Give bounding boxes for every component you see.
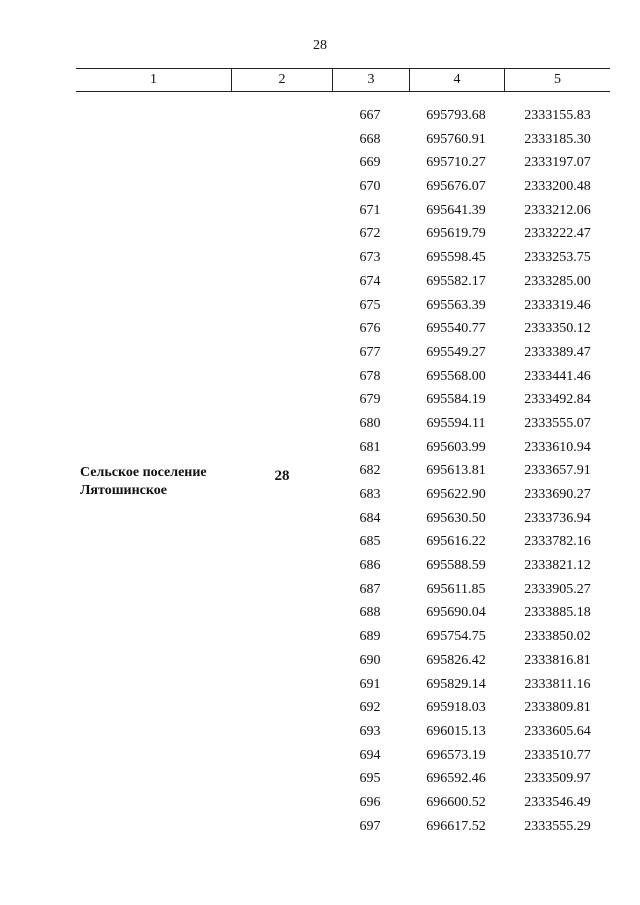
coord-y: 2333492.84 (524, 392, 591, 408)
coord-x: 696592.46 (426, 771, 486, 787)
coord-y: 2333809.81 (524, 700, 591, 716)
point-number: 686 (359, 558, 381, 574)
coord-y: 2333610.94 (524, 439, 591, 455)
point-number: 680 (359, 415, 381, 431)
coord-x: 695540.77 (426, 321, 486, 337)
coord-y: 2333546.49 (524, 794, 591, 810)
point-number: 677 (359, 344, 381, 360)
coord-y: 2333285.00 (524, 273, 591, 289)
coord-x: 695829.14 (426, 676, 486, 692)
table-row (0, 151, 640, 175)
coord-y: 2333811.16 (524, 676, 591, 692)
table-row (0, 673, 640, 697)
point-number: 693 (359, 723, 381, 739)
coord-y: 2333389.47 (524, 344, 591, 360)
coord-x: 695563.39 (426, 297, 486, 313)
table-row (0, 294, 640, 318)
coord-x: 695549.27 (426, 344, 486, 360)
point-number: 675 (359, 297, 381, 313)
coord-x: 696573.19 (426, 747, 486, 763)
coord-x: 696015.13 (426, 723, 486, 739)
coord-y: 2333212.06 (524, 202, 591, 218)
coord-x: 695613.81 (426, 463, 486, 479)
coord-x: 695568.00 (426, 368, 486, 384)
table-row (0, 530, 640, 554)
table-row (0, 104, 640, 128)
coord-y: 2333657.91 (524, 463, 591, 479)
table-row (0, 128, 640, 152)
coord-y: 2333509.97 (524, 771, 591, 787)
point-number: 689 (359, 629, 381, 645)
table-row (0, 175, 640, 199)
coord-x: 695616.22 (426, 534, 486, 550)
settlement-name-line2: Лятошинское (80, 483, 167, 498)
table-row (0, 246, 640, 270)
coord-x: 695594.11 (426, 415, 486, 431)
coord-x: 695598.45 (426, 250, 486, 266)
table-row (0, 649, 640, 673)
point-number: 682 (359, 463, 381, 479)
point-number: 685 (359, 534, 381, 550)
settlement-count: 28 (274, 468, 290, 484)
coord-x: 696617.52 (426, 818, 486, 834)
point-number: 670 (359, 179, 381, 195)
header-col-5: 5 (504, 69, 610, 91)
coord-x: 695690.04 (426, 605, 486, 621)
coord-y: 2333736.94 (524, 510, 591, 526)
coord-y: 2333155.83 (524, 108, 591, 123)
point-number: 672 (359, 226, 381, 242)
table-row (0, 483, 640, 507)
table-row (0, 815, 640, 839)
coord-y: 2333185.30 (524, 131, 591, 147)
coord-x: 695588.59 (426, 558, 486, 574)
table-row (0, 578, 640, 602)
table-header (76, 68, 610, 92)
table-row (0, 459, 640, 483)
point-number: 681 (359, 439, 381, 455)
coord-y: 2333782.16 (524, 534, 591, 550)
coord-x: 695584.19 (426, 392, 486, 408)
coord-y: 2333197.07 (524, 155, 591, 171)
table-row (0, 317, 640, 341)
header-col-3: 3 (332, 69, 409, 91)
table-row (0, 199, 640, 223)
coordinates-table-body (0, 104, 640, 838)
settlement-name-line1: Сельское поселение (80, 465, 207, 480)
point-number: 667 (359, 108, 381, 123)
table-row (0, 720, 640, 744)
point-number: 668 (359, 131, 381, 147)
coord-y: 2333510.77 (524, 747, 591, 763)
header-col-1: 1 (150, 72, 157, 87)
point-number: 679 (359, 392, 381, 408)
table-row (0, 767, 640, 791)
coord-y: 2333253.75 (524, 250, 591, 266)
point-number: 684 (359, 510, 381, 526)
table-row (0, 554, 640, 578)
table-row (0, 365, 640, 389)
coord-x: 695622.90 (426, 487, 486, 502)
coord-x: 696600.52 (426, 794, 486, 810)
point-number: 697 (359, 818, 381, 834)
point-number: 688 (359, 605, 381, 621)
coord-y: 2333222.47 (524, 226, 591, 242)
page-number: 28 (313, 38, 327, 53)
coord-x: 695676.07 (426, 179, 486, 195)
table-row (0, 696, 640, 720)
point-number: 687 (359, 581, 381, 597)
point-number: 691 (359, 676, 381, 692)
point-number: 671 (359, 202, 381, 218)
coord-x: 695710.27 (426, 155, 486, 171)
point-number: 674 (359, 273, 381, 289)
table-row (0, 507, 640, 531)
table-row (0, 412, 640, 436)
coord-x: 695630.50 (426, 510, 486, 526)
table-row (0, 222, 640, 246)
header-col-2: 2 (231, 69, 332, 91)
coord-y: 2333555.07 (524, 415, 591, 431)
point-number: 695 (359, 771, 381, 787)
coord-y: 2333441.46 (524, 368, 591, 384)
coord-y: 2333605.64 (524, 723, 591, 739)
coord-x: 695582.17 (426, 273, 486, 289)
table-row (0, 388, 640, 412)
header-col-4: 4 (409, 69, 504, 91)
coord-x: 695754.75 (426, 629, 486, 645)
point-number: 696 (359, 794, 381, 810)
coord-y: 2333555.29 (524, 818, 591, 834)
coord-y: 2333816.81 (524, 652, 591, 668)
coord-y: 2333885.18 (524, 605, 591, 621)
table-row (0, 791, 640, 815)
point-number: 690 (359, 652, 381, 668)
coord-x: 695611.85 (426, 581, 486, 597)
coord-x: 695793.68 (426, 108, 486, 123)
coord-x: 695619.79 (426, 226, 486, 242)
table-row (0, 744, 640, 768)
coord-y: 2333350.12 (524, 321, 591, 337)
coord-x: 695641.39 (426, 202, 486, 218)
table-row (0, 270, 640, 294)
coord-y: 2333905.27 (524, 581, 591, 597)
table-row (0, 341, 640, 365)
coord-y: 2333821.12 (524, 558, 591, 574)
coord-y: 2333200.48 (524, 179, 591, 195)
coord-x: 695826.42 (426, 652, 486, 668)
table-row (0, 625, 640, 649)
point-number: 673 (359, 250, 381, 266)
coord-x: 695760.91 (426, 131, 486, 147)
table-row (0, 601, 640, 625)
coord-y: 2333690.27 (524, 487, 591, 502)
point-number: 692 (359, 700, 381, 716)
point-number: 669 (359, 155, 381, 171)
coord-x: 695918.03 (426, 700, 486, 716)
point-number: 678 (359, 368, 381, 384)
point-number: 694 (359, 747, 381, 763)
coord-y: 2333319.46 (524, 297, 591, 313)
coord-x: 695603.99 (426, 439, 486, 455)
table-row (0, 436, 640, 460)
coord-y: 2333850.02 (524, 629, 591, 645)
point-number: 683 (359, 487, 381, 502)
point-number: 676 (359, 321, 381, 337)
